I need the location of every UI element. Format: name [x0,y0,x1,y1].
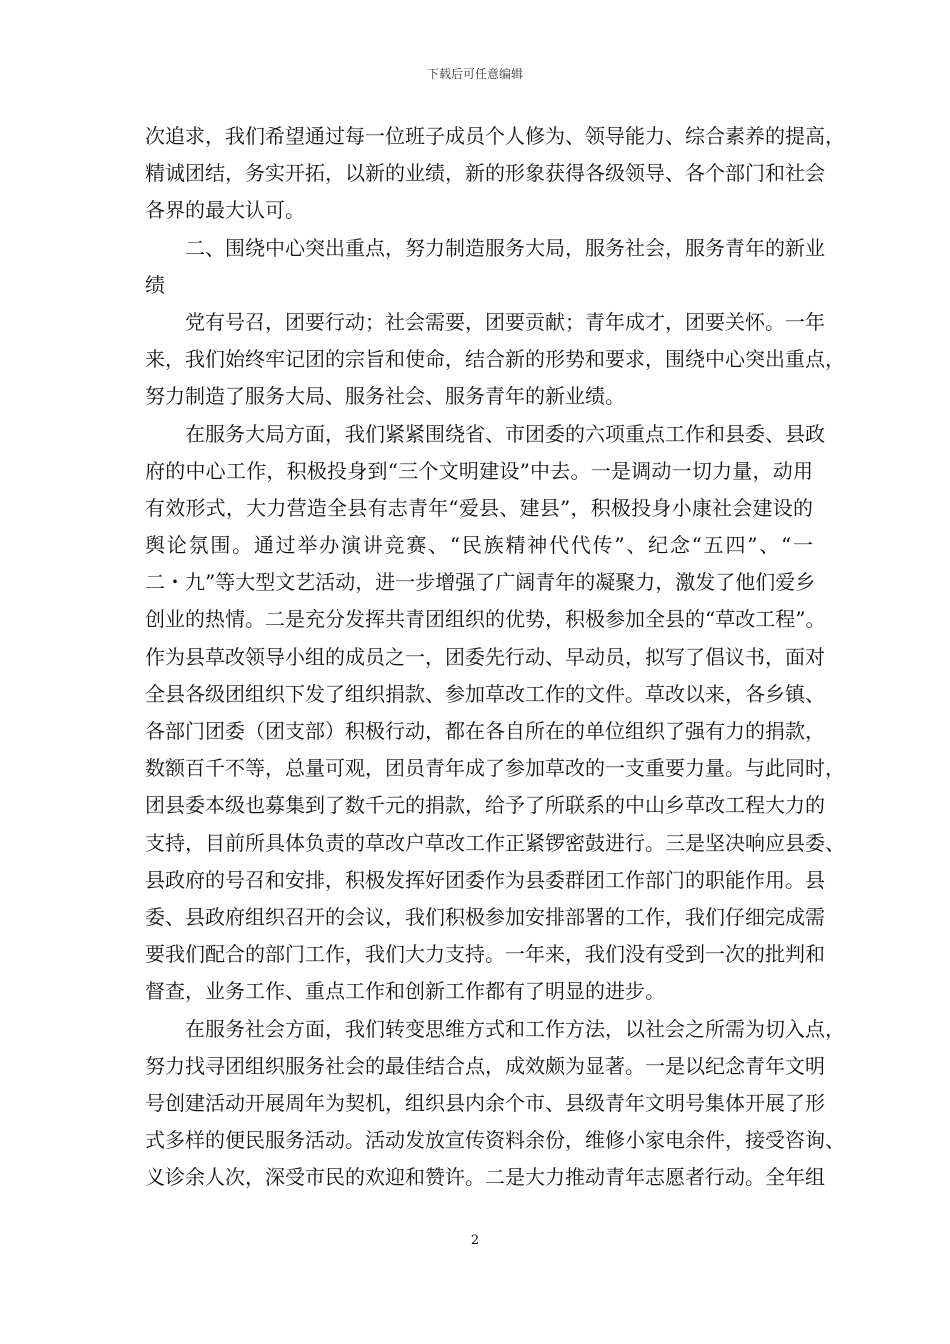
page-header: 下载后可任意编辑 [426,67,523,81]
text-line: 来，我们始终牢记团的宗旨和使命，结合新的形势和要求，围绕中心突出重点， [145,347,845,372]
text-line: 在服务社会方面，我们转变思维方式和工作方法，以社会之所需为切入点， [185,1016,845,1041]
text-line: 各界的最大认可。 [145,198,305,223]
text-line: 团县委本级也募集到了数千元的捐款，给予了所联系的中山乡草改工程大力的 [145,793,825,818]
text-line: 创业的热情。二是充分发挥共青团组织的优势，积极参加全县的“草改工程”。 [145,607,826,632]
text-line: 党有号召，团要行动；社会需要，团要贡献；青年成才，团要关怀。一年 [185,309,825,334]
text-line: 有效形式，大力营造全县有志青年“爱县、建县”，积极投身小康社会建设的 [145,495,813,520]
section-heading-line: 二、围绕中心突出重点，努力制造服务大局，服务社会，服务青年的新业 [185,235,825,260]
page-number: 2 [470,1233,480,1248]
text-line: 二・九”等大型文艺活动，进一步增强了广阔青年的凝聚力，激发了他们爱乡 [145,570,816,595]
text-line: 督查，业务工作、重点工作和创新工作都有了明显的进步。 [145,979,665,1004]
text-line: 式多样的便民服务活动。活动发放宣传资料余份，维修小家电余件，接受咨询、 [145,1128,845,1153]
text-line: 精诚团结，务实开拓，以新的业绩，新的形象获得各级领导、各个部门和社会 [145,161,825,186]
text-line: 支持，目前所具体负责的草改户草改工作正紧锣密鼓进行。三是坚决响应县委、 [145,830,845,855]
text-line: 号创建活动开展周年为契机，组织县内余个市、县级青年文明号集体开展了形 [145,1090,825,1115]
text-line: 努力制造了服务大局、服务社会、服务青年的新业绩。 [145,384,625,409]
text-line: 县政府的号召和安排，积极发挥好团委作为县委群团工作部门的职能作用。县 [145,867,825,892]
text-line: 义诊余人次，深受市民的欢迎和赞许。二是大力推动青年志愿者行动。全年组 [145,1165,825,1190]
text-line: 府的中心工作，积极投身到“三个文明建设”中去。一是调动一切力量，动用 [145,458,813,483]
text-line: 作为县草改领导小组的成员之一，团委先行动、早动员，拟写了倡议书，面对 [145,644,825,669]
text-line: 委、县政府组织召开的会议，我们积极参加安排部署的工作，我们仔细完成需 [145,904,825,929]
text-line: 舆论氛围。通过举办演讲竞赛、“民族精神代代传”、纪念“五四”、“一 [145,533,813,558]
text-line: 在服务大局方面，我们紧紧围绕省、市团委的六项重点工作和县委、县政 [185,421,825,446]
text-line: 努力找寻团组织服务社会的最佳结合点，成效颇为显著。一是以纪念青年文明 [145,1053,825,1078]
text-line: 要我们配合的部门工作，我们大力支持。一年来，我们没有受到一次的批判和 [145,942,825,967]
text-line: 次追求，我们希望通过每一位班子成员个人修为、领导能力、综合素养的提高， [145,124,845,148]
text-line: 全县各级团组织下发了组织捐款、参加草改工作的文件。草改以来，各乡镇、 [145,681,825,706]
text-line: 各部门团委（团支部）积极行动，都在各自所在的单位组织了强有力的捐款， [145,719,825,743]
document-body [145,118,845,1196]
text-line: 数额百千不等，总量可观，团员青年成了参加草改的一支重要力量。与此同时， [145,756,845,781]
section-heading-line: 绩 [145,272,165,297]
